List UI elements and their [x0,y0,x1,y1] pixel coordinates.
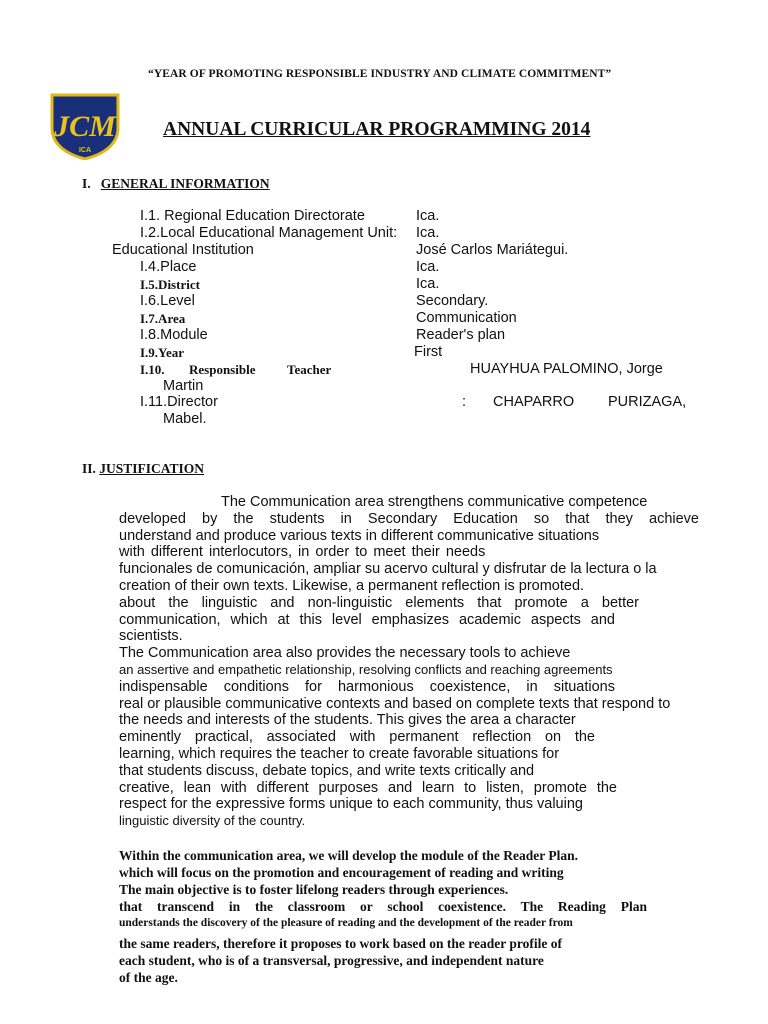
info-value-regional-directorate: Ica. [416,208,440,224]
paragraph-line: respect for the expressive forms unique to each community, thus valuing [119,796,583,813]
info-value-local-management-unit: Ica. [416,225,440,241]
paragraph-line: linguistic diversity of the country. [119,813,306,829]
info-value-director-continued: Mabel. [163,411,207,427]
paragraph-line: with different interlocutors, in order to meet their needs [119,544,486,561]
section-justification-heading: II. JUSTIFICATION [82,461,205,476]
paragraph-line: understand and produce various texts in different communicative situations [119,527,600,544]
info-label-district: I.5.District [140,277,200,292]
justification-paragraph-1 [119,494,699,830]
info-label-area: I.7.Area [140,311,186,326]
paragraph-line: The Communication area strengthens communicative competence [221,494,648,510]
info-label-director: I.11.Director [140,394,218,410]
info-value-level: Secondary. [416,293,489,309]
school-crest-logo [49,92,121,160]
info-label-year: I.9.Year [140,345,185,360]
info-value-district: Ica. [416,276,440,292]
paragraph-line: learning, which requires the teacher to create favorable situations for [119,745,560,762]
paragraph-line: of the age. [119,970,178,985]
info-value-director-a: CHAPARRO [493,394,575,410]
info-label-module: I.8.Module [140,327,208,343]
info-value-educational-institution: José Carlos Mariátegui. [416,242,569,258]
paragraph-line: real or plausible communicative contexts and based on complete texts that respond to [119,695,671,712]
paragraph-line: the needs and interests of the students. This gives the area a character [119,712,576,729]
paragraph-line: the same readers, therefore it proposes to work based on the reader profile of [119,936,562,951]
paragraph-line: indispensable conditions for harmonious coexistence, in situations [119,678,615,695]
logo-letters: JCM [54,110,116,143]
paragraph-line: each student, who is of a transversal, progressive, and independent nature [119,953,544,968]
paragraph-line: Within the communication area, we will develop the module of the Reader Plan. [119,848,578,863]
info-label-regional-directorate: I.1. Regional Education Directorate [140,208,365,224]
info-label-teacher-responsible: Responsible [189,362,256,377]
info-label-local-management-unit: I.2.Local Educational Management Unit: [140,225,398,241]
paragraph-line: an assertive and empathetic relationship, resolving conflicts and reaching agreements [119,661,613,677]
paragraph-line: creation of their own texts. Likewise, a permanent reflection is promoted. [119,577,585,594]
paragraph-line: creative, lean with different purposes and learn to listen, promote the [119,779,617,796]
paragraph-line: The main objective is to foster lifelong readers through experiences. [119,882,509,897]
info-value-year: First [414,344,443,360]
info-label-educational-institution: Educational Institution [112,242,254,258]
info-value-module: Reader's plan [416,327,506,343]
info-value-teacher: HUAYHUA PALOMINO, Jorge [470,361,663,377]
header-motto: “YEAR OF PROMOTING RESPONSIBLE INDUSTRY AND CLIMATE COMMITMENT” [148,68,612,80]
info-label-teacher-word: Teacher [287,362,332,377]
paragraph-line: funcionales de comunicación, ampliar su acervo cultural y disfrutar de la lectura o la [119,561,657,578]
paragraph-line: about the linguistic and non-linguistic elements that promote a better [119,594,639,611]
paragraph-line: eminently practical, associated with permanent reflection on the [119,729,595,746]
info-label-level: I.6.Level [140,293,195,309]
paragraph-line: communication, which at this level emphasizes academic aspects and [119,611,615,628]
paragraph-line: understands the discovery of the pleasure of reading and the development of the reader from [119,917,573,929]
paragraph-line: The Communication area also provides the necessary tools to achieve [119,645,571,662]
info-label-place: I.4.Place [140,259,197,275]
section-general-information-heading: I. GENERAL INFORMATION [82,176,270,191]
logo-subtext: ICA [78,147,92,154]
justification-paragraph-2 [119,847,647,986]
document-title: ANNUAL CURRICULAR PROGRAMMING 2014 [163,119,591,140]
paragraph-line: scientists. [119,628,183,645]
info-label-teacher-number: I.10. [140,362,165,377]
paragraph-line: that students discuss, debate topics, and write texts critically and [119,762,535,779]
info-director-colon: : [462,394,467,410]
info-value-area: Communication [416,310,517,326]
info-value-teacher-continued: Martin [163,378,204,394]
info-value-place: Ica. [416,259,440,275]
paragraph-line: which will focus on the promotion and encouragement of reading and writing [119,865,564,880]
paragraph-line: that transcend in the classroom or school coexistence. The Reading Plan [119,899,647,914]
info-value-director-b: PURIZAGA, [608,394,687,410]
paragraph-line: developed by the students in Secondary Education so that they achieve [119,510,699,527]
